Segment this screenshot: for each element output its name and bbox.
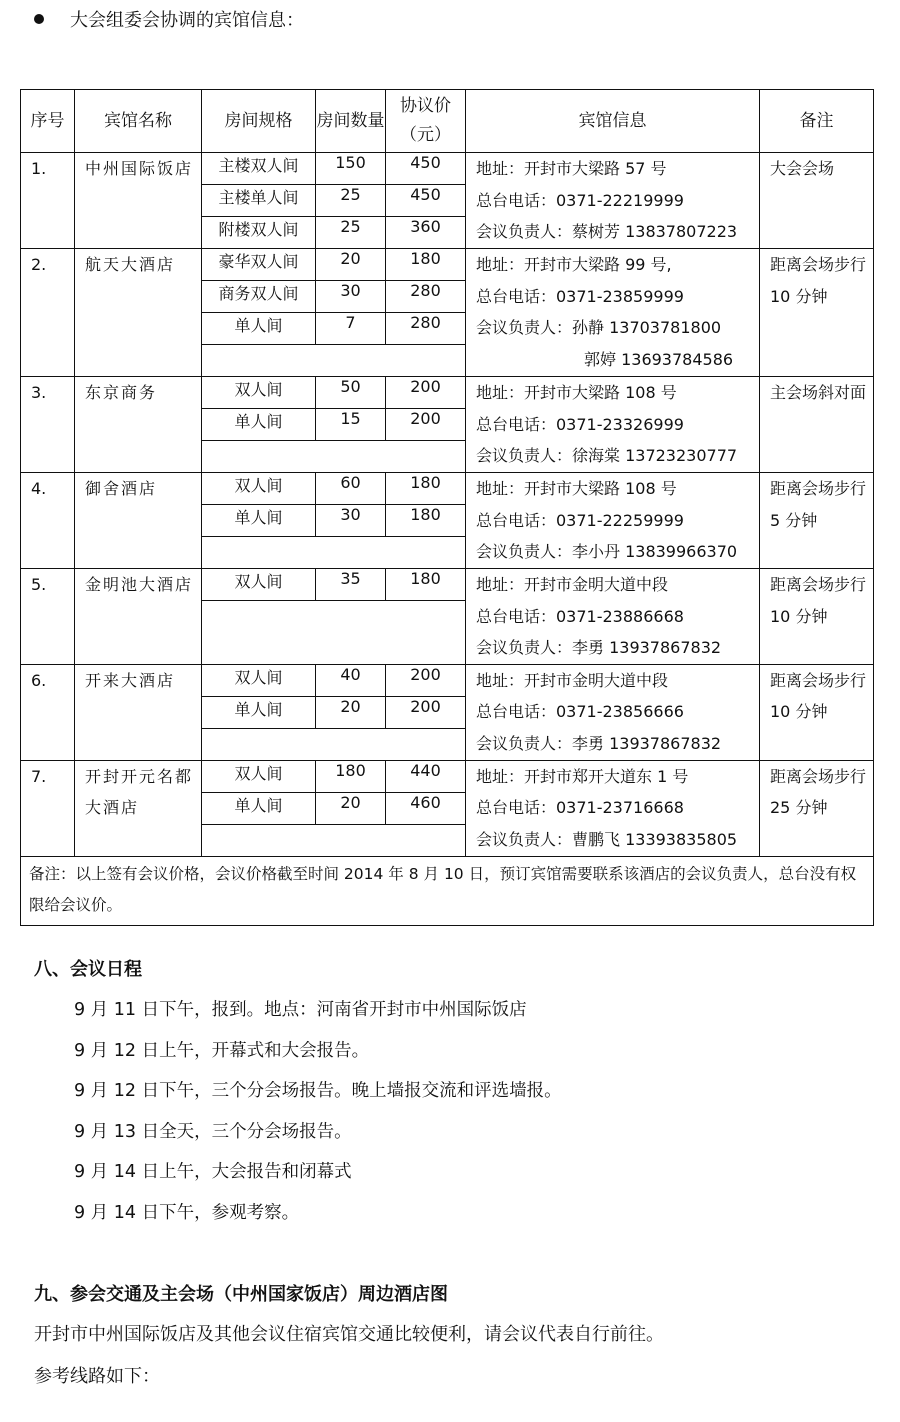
hotel-remark: 大会会场 (760, 153, 874, 249)
hotel-name: 金明池大酒店 (75, 569, 202, 665)
empty-room-cell (202, 345, 466, 377)
room-price: 200 (386, 377, 466, 409)
hotel-info (466, 249, 760, 377)
empty-room-cell (202, 441, 466, 473)
hotel-number: 3. (21, 377, 75, 473)
schedule-item: 9 月 11 日下午，报到。地点：河南省开封市中州国际饭店 (74, 1000, 527, 1020)
room-price: 440 (386, 760, 466, 792)
room-price: 180 (386, 569, 466, 601)
hotel-address: 地址：开封市大梁路 108 号 (476, 479, 677, 498)
hotel-address: 地址：开封市郑开大道东 1 号 (476, 766, 689, 786)
room-price: 200 (386, 664, 466, 696)
hotel-contact: 会议负责人：蔡树芳 13837807223 (476, 222, 738, 241)
header-cell: 宾馆名称 (75, 90, 202, 153)
hotel-contact: 会议负责人：李小丹 13839966370 (476, 542, 738, 561)
table-header-row (21, 90, 874, 153)
room-type: 单人间 (202, 792, 316, 824)
schedule-list (74, 995, 562, 1238)
room-price: 180 (386, 249, 466, 281)
room-count: 20 (316, 792, 386, 824)
room-price: 200 (386, 409, 466, 441)
hotel-number: 5. (21, 569, 75, 665)
hotel-contact: 会议负责人：徐海棠 13723230777 (476, 446, 738, 465)
section-9-title: 九、参会交通及主会场（中州国家饭店）周边酒店图 (34, 1284, 448, 1305)
hotel-phone: 总台电话：0371-23326999 (476, 414, 684, 434)
hotel-address: 地址：开封市金明大道中段 (476, 670, 669, 690)
transport-paragraph: 开封市中州国际饭店及其他会议住宿宾馆交通比较便利，请会议代表自行前往。 (34, 1324, 664, 1345)
empty-room-cell (202, 537, 466, 569)
room-price: 450 (386, 153, 466, 185)
hotel-number: 4. (21, 473, 75, 569)
room-count: 30 (316, 281, 386, 313)
hotel-number: 1. (21, 153, 75, 249)
hotel-phone: 总台电话：0371-22259999 (476, 510, 684, 530)
room-price: 200 (386, 696, 466, 728)
room-count: 20 (316, 249, 386, 281)
hotel-remark: 主会场斜对面 (760, 377, 874, 473)
hotel-contact: 会议负责人：李勇 13937867832 (476, 638, 722, 657)
header-cell: 房间数量 (316, 90, 386, 153)
room-type: 单人间 (202, 313, 316, 345)
room-type: 双人间 (202, 377, 316, 409)
hotel-info (466, 473, 760, 569)
hotel-address: 地址：开封市大梁路 99 号, (476, 255, 672, 274)
hotel-row (21, 377, 874, 409)
hotel-row (21, 473, 874, 505)
room-price: 280 (386, 313, 466, 345)
hotel-contact: 会议负责人：曹鹏飞 13393835805 (476, 829, 738, 849)
hotel-row (21, 569, 874, 601)
hotel-phone: 总台电话：0371-23886668 (476, 606, 684, 626)
header-cell: 房间规格 (202, 90, 316, 153)
room-type: 单人间 (202, 505, 316, 537)
bullet-icon (34, 14, 44, 24)
hotel-row (21, 664, 874, 696)
room-type: 单人间 (202, 409, 316, 441)
table-note: 备注：以上签有会议价格，会议价格截至时间 2014 年 8 月 10 日，预订宾馆需要联系该酒店的会议负责人，总台没有权限给会议价。 (21, 856, 874, 925)
room-price: 360 (386, 217, 466, 249)
hotel-remark: 距离会场步行 10 分钟 (760, 664, 874, 760)
room-count: 15 (316, 409, 386, 441)
hotel-name: 中州国际饭店 (75, 153, 202, 249)
header-cell: 协议价（元） (386, 90, 466, 153)
schedule-item: 9 月 12 日上午，开幕式和大会报告。 (74, 1040, 370, 1061)
hotel-info (466, 153, 760, 249)
room-type: 双人间 (202, 760, 316, 792)
hotel-remark: 距离会场步行 5 分钟 (760, 473, 874, 569)
hotel-info (466, 760, 760, 856)
room-count: 40 (316, 664, 386, 696)
room-count: 25 (316, 185, 386, 217)
note-row (21, 856, 874, 925)
room-type: 双人间 (202, 664, 316, 696)
hotel-number: 7. (21, 760, 75, 856)
empty-room-cell (202, 728, 466, 760)
hotel-phone: 总台电话：0371-23856666 (476, 702, 684, 721)
room-type: 豪华双人间 (202, 249, 316, 281)
room-count: 180 (316, 760, 386, 792)
hotel-info (466, 569, 760, 665)
hotel-info (466, 377, 760, 473)
room-count: 20 (316, 696, 386, 728)
hotel-address: 地址：开封市大梁路 108 号 (476, 383, 677, 402)
room-price: 180 (386, 505, 466, 537)
hotel-phone: 总台电话：0371-23859999 (476, 286, 684, 306)
room-price: 450 (386, 185, 466, 217)
room-count: 50 (316, 377, 386, 409)
hotel-name: 开封开元名都大酒店 (75, 760, 202, 856)
hotel-contact-2: 郭婷 13693784586 (584, 349, 734, 369)
hotel-table-body (21, 153, 874, 857)
header-cell: 序号 (21, 90, 75, 153)
room-type: 单人间 (202, 696, 316, 728)
schedule-item: 9 月 14 日下午，参观考察。 (74, 1202, 300, 1223)
hotel-row (21, 153, 874, 185)
hotel-number: 6. (21, 664, 75, 760)
hotel-remark: 距离会场步行 25 分钟 (760, 760, 874, 856)
room-type: 附楼双人间 (202, 217, 316, 249)
route-intro: 参考线路如下： (34, 1366, 160, 1387)
hotel-address: 地址：开封市金明大道中段 (476, 575, 669, 594)
room-count: 60 (316, 473, 386, 505)
empty-room-cell (202, 824, 466, 856)
room-type: 商务双人间 (202, 281, 316, 313)
room-price: 180 (386, 473, 466, 505)
room-type: 双人间 (202, 473, 316, 505)
room-count: 7 (316, 313, 386, 345)
room-count: 150 (316, 153, 386, 185)
hotel-row (21, 249, 874, 281)
hotel-name: 御舍酒店 (75, 473, 202, 569)
room-type: 主楼单人间 (202, 185, 316, 217)
hotel-name: 开来大酒店 (75, 664, 202, 760)
hotel-row (21, 760, 874, 792)
hotel-phone: 总台电话：0371-22219999 (476, 190, 684, 210)
header-cell: 宾馆信息 (466, 90, 760, 153)
hotel-name: 航天大酒店 (75, 249, 202, 377)
hotel-remark: 距离会场步行 10 分钟 (760, 249, 874, 377)
intro-line (34, 6, 304, 32)
room-price: 460 (386, 792, 466, 824)
empty-room-cell (202, 601, 466, 665)
hotel-remark: 距离会场步行 10 分钟 (760, 569, 874, 665)
room-count: 30 (316, 505, 386, 537)
room-count: 35 (316, 569, 386, 601)
hotel-contact: 会议负责人：李勇 13937867832 (476, 733, 722, 753)
schedule-item: 9 月 12 日下午，三个分会场报告。晚上墙报交流和评选墙报。 (74, 1081, 562, 1101)
hotel-info (466, 664, 760, 760)
schedule-item: 9 月 14 日上午，大会报告和闭幕式 (74, 1162, 352, 1182)
header-cell: 备注 (760, 90, 874, 153)
room-price: 280 (386, 281, 466, 313)
hotel-address: 地址：开封市大梁路 57 号 (476, 159, 667, 178)
hotel-number: 2. (21, 249, 75, 377)
room-type: 双人间 (202, 569, 316, 601)
room-type: 主楼双人间 (202, 153, 316, 185)
room-count: 25 (316, 217, 386, 249)
hotel-name: 东京商务 (75, 377, 202, 473)
hotel-contact: 会议负责人：孙静 13703781800 (476, 318, 722, 337)
schedule-item: 9 月 13 日全天，三个分会场报告。 (74, 1121, 352, 1142)
section-8-title: 八、会议日程 (34, 959, 142, 980)
intro-text: 大会组委会协调的宾馆信息： (70, 10, 304, 31)
hotel-phone: 总台电话：0371-23716668 (476, 798, 684, 817)
hotel-table (20, 89, 874, 926)
